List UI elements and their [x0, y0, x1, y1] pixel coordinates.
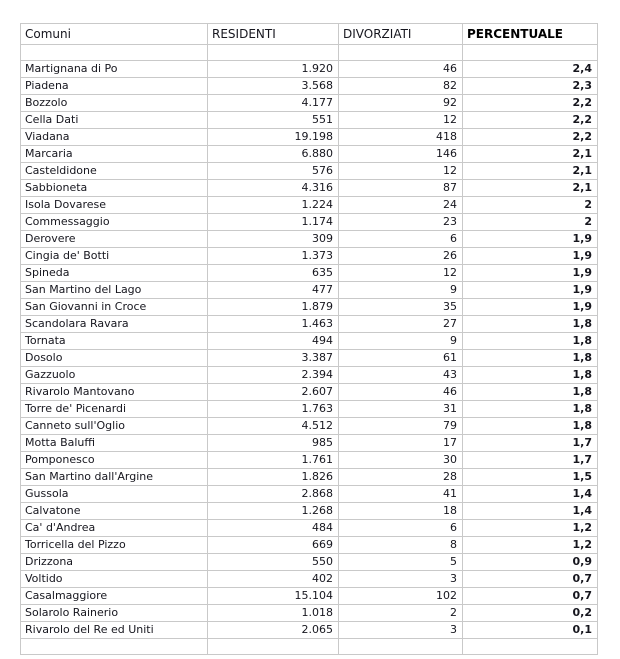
residenti-cell[interactable]: 4.316	[208, 180, 339, 197]
divorziati-cell[interactable]: 92	[339, 95, 463, 112]
header-divorziati[interactable]: DIVORZIATI	[339, 24, 463, 45]
comune-cell[interactable]: Pomponesco	[21, 452, 208, 469]
table-row	[21, 197, 598, 214]
divorziati-cell[interactable]: 5	[339, 554, 463, 571]
residenti-cell[interactable]: 15.104	[208, 588, 339, 605]
percentuale-cell[interactable]: 2,1	[463, 146, 598, 163]
table-row	[21, 571, 598, 588]
comune-cell[interactable]: Cingia de' Botti	[21, 248, 208, 265]
residenti-cell[interactable]: 985	[208, 435, 339, 452]
residenti-cell[interactable]: 2.065	[208, 622, 339, 639]
comune-cell[interactable]: Gazzuolo	[21, 367, 208, 384]
residenti-cell[interactable]: 1.879	[208, 299, 339, 316]
residenti-cell[interactable]: 550	[208, 554, 339, 571]
table-row	[21, 537, 598, 554]
empty-cell[interactable]	[208, 45, 339, 61]
percentuale-cell[interactable]: 2,2	[463, 95, 598, 112]
residenti-cell[interactable]: 1.763	[208, 401, 339, 418]
residenti-cell[interactable]: 2.868	[208, 486, 339, 503]
table-row	[21, 316, 598, 333]
divorziati-cell[interactable]: 30	[339, 452, 463, 469]
divorziati-cell[interactable]: 46	[339, 61, 463, 78]
table-body	[21, 61, 598, 639]
residenti-cell[interactable]: 1.463	[208, 316, 339, 333]
divorziati-cell[interactable]: 35	[339, 299, 463, 316]
comune-cell[interactable]: Ca' d'Andrea	[21, 520, 208, 537]
comune-cell[interactable]: Rivarolo Mantovano	[21, 384, 208, 401]
residenti-cell[interactable]: 1.224	[208, 197, 339, 214]
residenti-cell[interactable]: 669	[208, 537, 339, 554]
percentuale-cell[interactable]: 0,7	[463, 588, 598, 605]
divorziati-cell[interactable]: 18	[339, 503, 463, 520]
table-row	[21, 163, 598, 180]
percentuale-cell[interactable]: 1,8	[463, 316, 598, 333]
comune-cell[interactable]: San Martino dall'Argine	[21, 469, 208, 486]
percentuale-cell[interactable]: 1,2	[463, 520, 598, 537]
percentuale-cell[interactable]: 2,4	[463, 61, 598, 78]
comune-cell[interactable]: Casalmaggiore	[21, 588, 208, 605]
comune-cell[interactable]: Drizzona	[21, 554, 208, 571]
empty-cell[interactable]	[339, 639, 463, 655]
comune-cell[interactable]: Canneto sull'Oglio	[21, 418, 208, 435]
percentuale-cell[interactable]: 2,2	[463, 129, 598, 146]
table-row	[21, 231, 598, 248]
table-row	[21, 61, 598, 78]
table-row	[21, 622, 598, 639]
comune-cell[interactable]: Torre de' Picenardi	[21, 401, 208, 418]
percentuale-cell[interactable]: 1,7	[463, 452, 598, 469]
table-row	[21, 418, 598, 435]
percentuale-cell[interactable]: 2	[463, 214, 598, 231]
comune-cell[interactable]: Calvatone	[21, 503, 208, 520]
divorziati-cell[interactable]: 9	[339, 333, 463, 350]
percentuale-cell[interactable]: 1,8	[463, 418, 598, 435]
percentuale-cell[interactable]: 0,9	[463, 554, 598, 571]
residenti-cell[interactable]: 3.387	[208, 350, 339, 367]
empty-cell[interactable]	[21, 45, 208, 61]
percentuale-cell[interactable]: 2,1	[463, 180, 598, 197]
residenti-cell[interactable]: 635	[208, 265, 339, 282]
residenti-cell[interactable]: 484	[208, 520, 339, 537]
comune-cell[interactable]: Casteldidone	[21, 163, 208, 180]
percentuale-cell[interactable]: 2,3	[463, 78, 598, 95]
divorziati-cell[interactable]: 17	[339, 435, 463, 452]
divorziati-cell[interactable]: 87	[339, 180, 463, 197]
empty-cell[interactable]	[463, 45, 598, 61]
percentuale-cell[interactable]: 2,1	[463, 163, 598, 180]
table-row	[21, 350, 598, 367]
comune-cell[interactable]: Derovere	[21, 231, 208, 248]
divorziati-cell[interactable]: 2	[339, 605, 463, 622]
comune-cell[interactable]: Viadana	[21, 129, 208, 146]
residenti-cell[interactable]: 1.018	[208, 605, 339, 622]
residenti-cell[interactable]: 1.920	[208, 61, 339, 78]
residenti-cell[interactable]: 1.761	[208, 452, 339, 469]
comune-cell[interactable]: Solarolo Rainerio	[21, 605, 208, 622]
percentuale-cell[interactable]: 1,4	[463, 486, 598, 503]
divorziati-cell[interactable]: 26	[339, 248, 463, 265]
percentuale-cell[interactable]: 1,7	[463, 435, 598, 452]
divorziati-cell[interactable]: 9	[339, 282, 463, 299]
comune-cell[interactable]: Torricella del Pizzo	[21, 537, 208, 554]
residenti-cell[interactable]: 402	[208, 571, 339, 588]
residenti-cell[interactable]: 1.826	[208, 469, 339, 486]
comune-cell[interactable]: Tornata	[21, 333, 208, 350]
comune-cell[interactable]: Rivarolo del Re ed Uniti	[21, 622, 208, 639]
table-row	[21, 112, 598, 129]
divorziati-cell[interactable]: 24	[339, 197, 463, 214]
divorziati-cell[interactable]: 23	[339, 214, 463, 231]
table-row	[21, 333, 598, 350]
percentuale-cell[interactable]: 1,8	[463, 401, 598, 418]
residenti-cell[interactable]: 1.373	[208, 248, 339, 265]
comune-cell[interactable]: Bozzolo	[21, 95, 208, 112]
divorziati-cell[interactable]: 43	[339, 367, 463, 384]
comuni-divorziati-table	[20, 23, 598, 655]
divorziati-cell[interactable]: 12	[339, 265, 463, 282]
percentuale-cell[interactable]: 2	[463, 197, 598, 214]
comune-cell[interactable]: Sabbioneta	[21, 180, 208, 197]
table-row	[21, 367, 598, 384]
comune-cell[interactable]: Martignana di Po	[21, 61, 208, 78]
table-row	[21, 384, 598, 401]
percentuale-cell[interactable]: 1,4	[463, 503, 598, 520]
residenti-cell[interactable]: 494	[208, 333, 339, 350]
percentuale-cell[interactable]: 1,8	[463, 350, 598, 367]
comune-cell[interactable]: Motta Baluffi	[21, 435, 208, 452]
header-percentuale[interactable]: PERCENTUALE	[463, 24, 598, 45]
divorziati-cell[interactable]: 12	[339, 112, 463, 129]
comune-cell[interactable]: Piadena	[21, 78, 208, 95]
comune-cell[interactable]: Voltido	[21, 571, 208, 588]
residenti-cell[interactable]: 4.512	[208, 418, 339, 435]
comune-cell[interactable]: Cella Dati	[21, 112, 208, 129]
comune-cell[interactable]: Marcaria	[21, 146, 208, 163]
empty-cell[interactable]	[463, 639, 598, 655]
divorziati-cell[interactable]: 6	[339, 231, 463, 248]
table-row	[21, 248, 598, 265]
divorziati-cell[interactable]: 146	[339, 146, 463, 163]
comune-cell[interactable]: Dosolo	[21, 350, 208, 367]
comune-cell[interactable]: Gussola	[21, 486, 208, 503]
percentuale-cell[interactable]: 1,9	[463, 265, 598, 282]
divorziati-cell[interactable]: 31	[339, 401, 463, 418]
table-row	[21, 605, 598, 622]
divorziati-cell[interactable]: 61	[339, 350, 463, 367]
comune-cell[interactable]: San Giovanni in Croce	[21, 299, 208, 316]
divorziati-cell[interactable]: 79	[339, 418, 463, 435]
residenti-cell[interactable]: 1.174	[208, 214, 339, 231]
empty-cell[interactable]	[21, 639, 208, 655]
residenti-cell[interactable]: 309	[208, 231, 339, 248]
residenti-cell[interactable]: 6.880	[208, 146, 339, 163]
comune-cell[interactable]: Scandolara Ravara	[21, 316, 208, 333]
percentuale-cell[interactable]: 1,9	[463, 248, 598, 265]
residenti-cell[interactable]: 576	[208, 163, 339, 180]
divorziati-cell[interactable]: 6	[339, 520, 463, 537]
table-row	[21, 146, 598, 163]
spacer-row-top	[21, 45, 598, 61]
percentuale-cell[interactable]: 1,8	[463, 367, 598, 384]
header-comuni[interactable]: Comuni	[21, 24, 208, 45]
header-residenti[interactable]: RESIDENTI	[208, 24, 339, 45]
table-row	[21, 452, 598, 469]
table-row	[21, 95, 598, 112]
comune-cell[interactable]: Commessaggio	[21, 214, 208, 231]
residenti-cell[interactable]: 1.268	[208, 503, 339, 520]
header-row	[21, 24, 598, 45]
divorziati-cell[interactable]: 102	[339, 588, 463, 605]
divorziati-cell[interactable]: 82	[339, 78, 463, 95]
percentuale-cell[interactable]: 1,9	[463, 282, 598, 299]
table-row	[21, 180, 598, 197]
divorziati-cell[interactable]: 27	[339, 316, 463, 333]
spacer-row-bottom	[21, 639, 598, 655]
residenti-cell[interactable]: 4.177	[208, 95, 339, 112]
table-row	[21, 435, 598, 452]
empty-cell[interactable]	[339, 45, 463, 61]
residenti-cell[interactable]: 2.607	[208, 384, 339, 401]
table-row	[21, 129, 598, 146]
percentuale-cell[interactable]: 1,2	[463, 537, 598, 554]
divorziati-cell[interactable]: 8	[339, 537, 463, 554]
table-row	[21, 78, 598, 95]
divorziati-cell[interactable]: 28	[339, 469, 463, 486]
percentuale-cell[interactable]: 2,2	[463, 112, 598, 129]
table-row	[21, 401, 598, 418]
table-row	[21, 554, 598, 571]
table-row	[21, 503, 598, 520]
residenti-cell[interactable]: 551	[208, 112, 339, 129]
percentuale-cell[interactable]: 1,9	[463, 231, 598, 248]
table-row	[21, 469, 598, 486]
table-row	[21, 520, 598, 537]
residenti-cell[interactable]: 3.568	[208, 78, 339, 95]
percentuale-cell[interactable]: 0,7	[463, 571, 598, 588]
comune-cell[interactable]: Isola Dovarese	[21, 197, 208, 214]
percentuale-cell[interactable]: 1,5	[463, 469, 598, 486]
empty-cell[interactable]	[208, 639, 339, 655]
table-row	[21, 299, 598, 316]
table-row	[21, 265, 598, 282]
residenti-cell[interactable]: 19.198	[208, 129, 339, 146]
table-row	[21, 486, 598, 503]
table-row	[21, 588, 598, 605]
divorziati-cell[interactable]: 3	[339, 622, 463, 639]
divorziati-cell[interactable]: 3	[339, 571, 463, 588]
divorziati-cell[interactable]: 418	[339, 129, 463, 146]
divorziati-cell[interactable]: 46	[339, 384, 463, 401]
divorziati-cell[interactable]: 12	[339, 163, 463, 180]
divorziati-cell[interactable]: 41	[339, 486, 463, 503]
comune-cell[interactable]: San Martino del Lago	[21, 282, 208, 299]
comune-cell[interactable]: Spineda	[21, 265, 208, 282]
residenti-cell[interactable]: 2.394	[208, 367, 339, 384]
table-row	[21, 282, 598, 299]
percentuale-cell[interactable]: 0,2	[463, 605, 598, 622]
table-row	[21, 214, 598, 231]
percentuale-cell[interactable]: 1,8	[463, 384, 598, 401]
percentuale-cell[interactable]: 1,9	[463, 299, 598, 316]
percentuale-cell[interactable]: 0,1	[463, 622, 598, 639]
percentuale-cell[interactable]: 1,8	[463, 333, 598, 350]
residenti-cell[interactable]: 477	[208, 282, 339, 299]
